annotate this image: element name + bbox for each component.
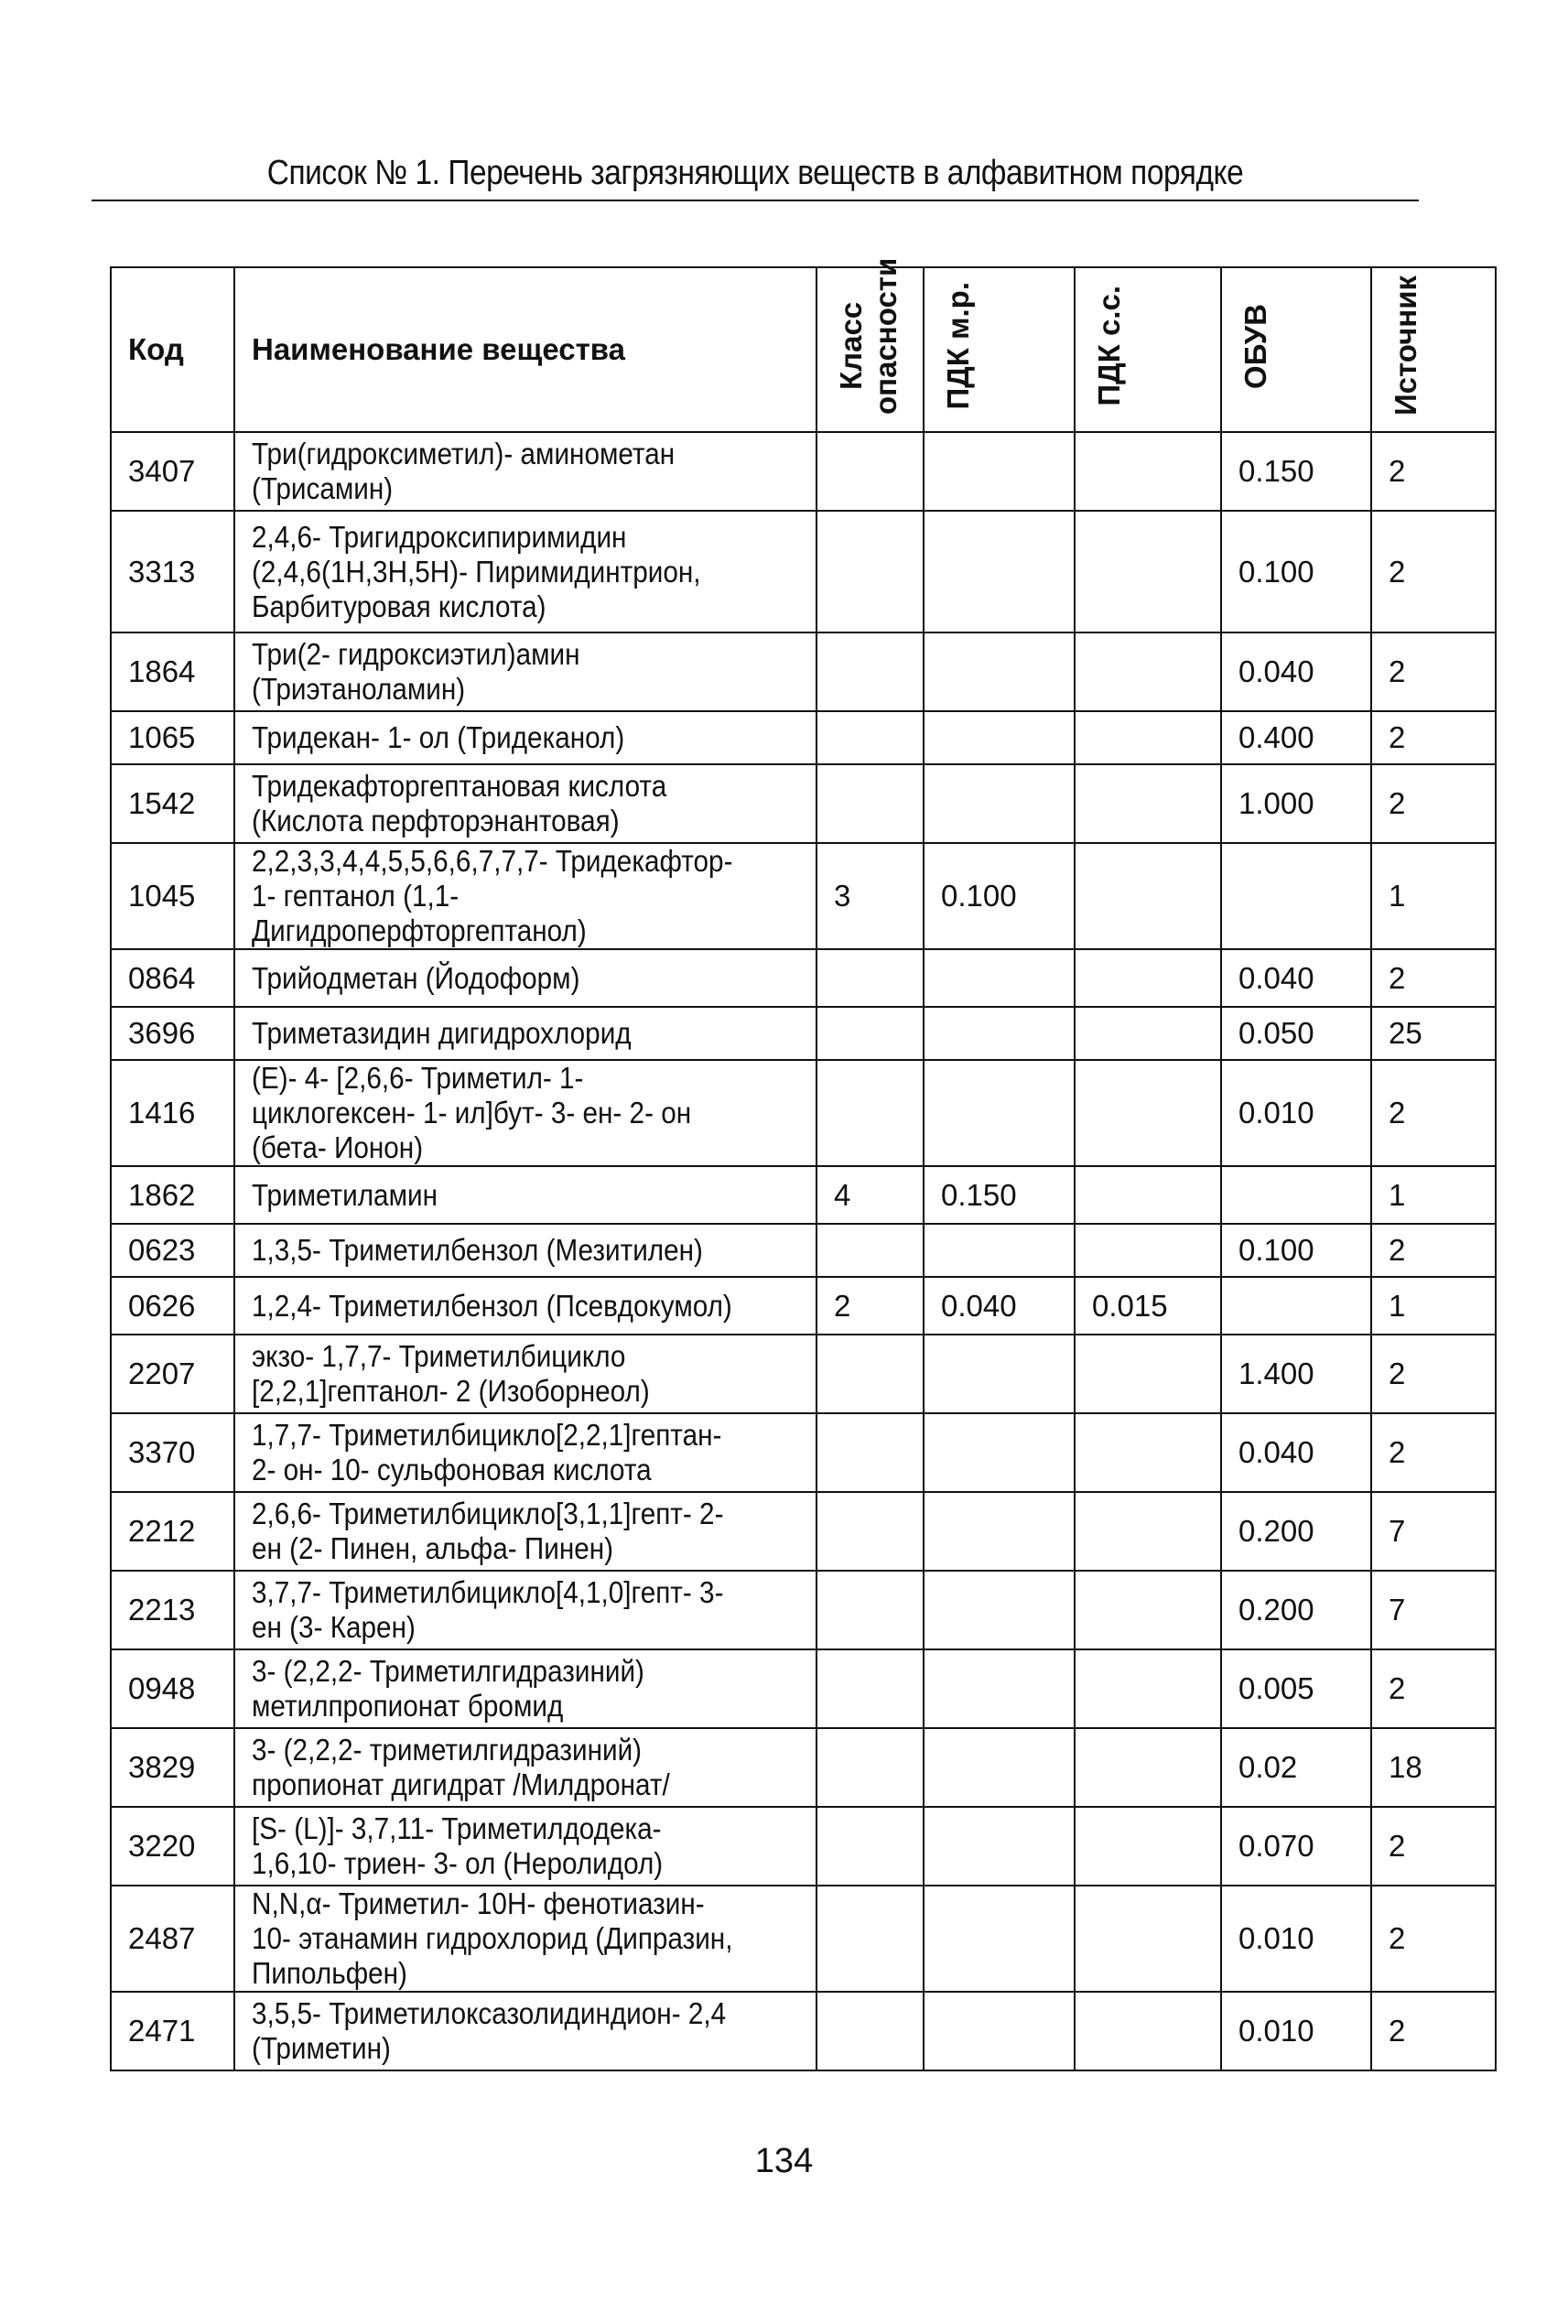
cell-obuv: 0.200	[1221, 1571, 1371, 1649]
cell-code: 3220	[111, 1807, 234, 1886]
table-row	[111, 432, 1496, 511]
cell-code: 2213	[111, 1571, 234, 1649]
cell-pdk-ss	[1075, 1224, 1221, 1277]
substance-name: 3- (2,2,2- триметилгидразиний) пропионат дигидрат /Милдронат/	[252, 1733, 670, 1801]
cell-pdk-mr	[924, 1992, 1075, 2070]
table-row	[111, 1413, 1496, 1492]
cell-obuv: 0.070	[1221, 1807, 1371, 1886]
cell-pdk-ss	[1075, 1571, 1221, 1649]
substance-name: Тридекафторгептановая кислота (Кислота перфторэнантовая)	[252, 769, 667, 838]
column-header-source-label: Источник	[1389, 276, 1422, 416]
cell-pdk-mr	[924, 1728, 1075, 1807]
cell-source: 1	[1371, 843, 1496, 949]
cell-pdk-ss	[1075, 1335, 1221, 1413]
substance-name: 2,6,6- Триметилбицикло[3,1,1]гепт- 2- ен (2- Пинен, альфа- Пинен)	[252, 1497, 724, 1565]
table-row	[111, 1224, 1496, 1277]
table-row	[111, 764, 1496, 843]
cell-obuv: 0.02	[1221, 1728, 1371, 1807]
cell-hazard-class	[816, 1007, 924, 1060]
substance-name: 2,2,3,3,4,4,5,5,6,6,7,7,7- Тридекафтор- 1- гептанол (1,1- Дигидроперфторгептанол)	[252, 844, 733, 947]
cell-hazard-class	[816, 1728, 924, 1807]
cell-name	[234, 1060, 816, 1166]
cell-source: 2	[1371, 1335, 1496, 1413]
cell-pdk-mr	[924, 1335, 1075, 1413]
cell-code: 0626	[111, 1277, 234, 1335]
cell-obuv: 0.100	[1221, 511, 1371, 632]
table-row	[111, 1807, 1496, 1886]
substance-name: Триметиламин	[252, 1177, 438, 1212]
column-header-hazard-class-label: Класс опасности	[834, 257, 903, 415]
cell-obuv: 0.100	[1221, 1224, 1371, 1277]
cell-code: 1864	[111, 632, 234, 711]
cell-hazard-class	[816, 432, 924, 511]
cell-pdk-ss	[1075, 511, 1221, 632]
substance-name: 3- (2,2,2- Триметилгидразиний) метилпропионат бромид	[252, 1654, 644, 1723]
cell-obuv: 0.040	[1221, 1413, 1371, 1492]
cell-source: 1	[1371, 1277, 1496, 1335]
table-row	[111, 511, 1496, 632]
cell-pdk-ss	[1075, 432, 1221, 511]
cell-obuv: 0.040	[1221, 632, 1371, 711]
cell-pdk-ss	[1075, 843, 1221, 949]
table-row	[111, 632, 1496, 711]
cell-pdk-mr	[924, 1413, 1075, 1492]
cell-pdk-mr	[924, 632, 1075, 711]
cell-pdk-ss	[1075, 1886, 1221, 1992]
cell-obuv	[1221, 1277, 1371, 1335]
substance-name: 1,7,7- Триметилбицикло[2,2,1]гептан- 2- он- 10- сульфоновая кислота	[252, 1418, 722, 1486]
cell-source: 25	[1371, 1007, 1496, 1060]
column-header-pdk-ss-label: ПДК с.с.	[1092, 286, 1126, 406]
cell-obuv: 0.050	[1221, 1007, 1371, 1060]
cell-source: 1	[1371, 1166, 1496, 1224]
substance-name: (Е)- 4- [2,6,6- Триметил- 1- циклогексен- 1- ил]бут- 3- ен- 2- он (бета- Ионон)	[252, 1061, 692, 1164]
cell-pdk-ss	[1075, 949, 1221, 1007]
table-row	[111, 711, 1496, 764]
header-divider	[92, 200, 1419, 201]
cell-source: 2	[1371, 949, 1496, 1007]
table-header-row	[111, 267, 1496, 432]
cell-obuv: 0.200	[1221, 1492, 1371, 1571]
page-number: 134	[754, 2142, 814, 2180]
cell-hazard-class	[816, 1335, 924, 1413]
table-row	[111, 1335, 1496, 1413]
substance-name: Триметазидин дигидрохлорид	[252, 1016, 632, 1050]
cell-pdk-ss	[1075, 1166, 1221, 1224]
substance-name: 1,3,5- Триметилбензол (Мезитилен)	[252, 1233, 703, 1267]
cell-name	[234, 1224, 816, 1277]
cell-obuv: 0.400	[1221, 711, 1371, 764]
table-row	[111, 1728, 1496, 1807]
table-row	[111, 1277, 1496, 1335]
cell-pdk-mr	[924, 432, 1075, 511]
cell-obuv	[1221, 843, 1371, 949]
cell-hazard-class	[816, 1886, 924, 1992]
cell-code: 2471	[111, 1992, 234, 2070]
cell-hazard-class	[816, 511, 924, 632]
cell-code: 2207	[111, 1335, 234, 1413]
substance-name: [S- (L)]- 3,7,11- Триметилдодека- 1,6,10- триен- 3- ол (Неролидол)	[252, 1811, 664, 1880]
substance-name: Тридекан- 1- ол (Тридеканол)	[252, 720, 625, 754]
cell-source: 7	[1371, 1571, 1496, 1649]
cell-code: 3829	[111, 1728, 234, 1807]
cell-pdk-mr: 0.100	[924, 843, 1075, 949]
cell-name	[234, 764, 816, 843]
cell-source: 2	[1371, 511, 1496, 632]
cell-hazard-class	[816, 1413, 924, 1492]
column-header-hazard-class	[816, 257, 924, 432]
cell-code: 1065	[111, 711, 234, 764]
cell-pdk-ss	[1075, 632, 1221, 711]
cell-source: 2	[1371, 1807, 1496, 1886]
cell-code: 1542	[111, 764, 234, 843]
cell-name	[234, 1492, 816, 1571]
cell-pdk-ss	[1075, 1807, 1221, 1886]
substance-name: 3,7,7- Триметилбицикло[4,1,0]гепт- 3- ен (3- Карен)	[252, 1575, 724, 1644]
cell-obuv: 1.400	[1221, 1335, 1371, 1413]
cell-code: 0864	[111, 949, 234, 1007]
cell-hazard-class	[816, 1571, 924, 1649]
cell-name	[234, 1992, 816, 2070]
cell-name	[234, 1886, 816, 1992]
substance-name: Три(гидроксиметил)- аминометан (Трисамин)	[252, 437, 676, 505]
cell-name	[234, 949, 816, 1007]
cell-code: 2212	[111, 1492, 234, 1571]
cell-hazard-class	[816, 1649, 924, 1728]
cell-name	[234, 632, 816, 711]
column-header-pdk-mr-label: ПДК м.р.	[941, 282, 975, 410]
cell-code: 3370	[111, 1413, 234, 1492]
cell-pdk-ss: 0.015	[1075, 1277, 1221, 1335]
table-row	[111, 843, 1496, 949]
table-row	[111, 1492, 1496, 1571]
cell-obuv: 0.010	[1221, 1886, 1371, 1992]
cell-source: 2	[1371, 1060, 1496, 1166]
cell-hazard-class	[816, 1060, 924, 1166]
column-header-obuv	[1221, 267, 1371, 432]
cell-name	[234, 511, 816, 632]
cell-pdk-mr	[924, 511, 1075, 632]
cell-hazard-class	[816, 1807, 924, 1886]
cell-pdk-mr	[924, 1060, 1075, 1166]
cell-hazard-class	[816, 764, 924, 843]
cell-source: 2	[1371, 432, 1496, 511]
cell-obuv: 0.010	[1221, 1992, 1371, 2070]
cell-pdk-mr	[924, 711, 1075, 764]
cell-code: 2487	[111, 1886, 234, 1992]
cell-name	[234, 1649, 816, 1728]
cell-hazard-class	[816, 632, 924, 711]
cell-pdk-ss	[1075, 1649, 1221, 1728]
cell-source: 18	[1371, 1728, 1496, 1807]
table-row	[111, 1571, 1496, 1649]
cell-hazard-class: 2	[816, 1277, 924, 1335]
cell-pdk-mr	[924, 949, 1075, 1007]
cell-pdk-mr	[924, 1807, 1075, 1886]
cell-code: 0948	[111, 1649, 234, 1728]
cell-pdk-mr	[924, 1649, 1075, 1728]
cell-source: 2	[1371, 1886, 1496, 1992]
column-header-obuv-label: ОБУВ	[1238, 303, 1272, 389]
cell-hazard-class	[816, 711, 924, 764]
cell-name	[234, 1571, 816, 1649]
table-row	[111, 1649, 1496, 1728]
table-row	[111, 1992, 1496, 2070]
cell-pdk-mr: 0.040	[924, 1277, 1075, 1335]
table-row	[111, 1886, 1496, 1992]
cell-pdk-ss	[1075, 764, 1221, 843]
cell-name	[234, 711, 816, 764]
cell-name	[234, 1728, 816, 1807]
cell-name	[234, 1277, 816, 1335]
cell-code: 3407	[111, 432, 234, 511]
cell-name	[234, 1807, 816, 1886]
cell-hazard-class	[816, 1492, 924, 1571]
column-header-source	[1371, 267, 1496, 432]
cell-code: 1862	[111, 1166, 234, 1224]
cell-pdk-ss	[1075, 1007, 1221, 1060]
cell-name	[234, 843, 816, 949]
cell-pdk-mr	[924, 1224, 1075, 1277]
cell-code: 0623	[111, 1224, 234, 1277]
cell-pdk-mr	[924, 1007, 1075, 1060]
substance-name: 3,5,5- Триметилоксазолидиндион- 2,4 (Триметин)	[252, 1996, 727, 2065]
cell-pdk-mr: 0.150	[924, 1166, 1075, 1224]
cell-obuv: 0.005	[1221, 1649, 1371, 1728]
cell-hazard-class	[816, 1224, 924, 1277]
column-header-pdk-mr	[924, 267, 1075, 432]
column-header-code: Код	[111, 267, 234, 432]
table-row	[111, 1007, 1496, 1060]
cell-pdk-mr	[924, 764, 1075, 843]
cell-source: 2	[1371, 1992, 1496, 2070]
column-header-name: Наименование вещества	[234, 267, 816, 432]
cell-name	[234, 1007, 816, 1060]
cell-source: 7	[1371, 1492, 1496, 1571]
table-row	[111, 1060, 1496, 1166]
cell-code: 3313	[111, 511, 234, 632]
cell-hazard-class	[816, 1992, 924, 2070]
cell-obuv	[1221, 1166, 1371, 1224]
cell-obuv: 0.040	[1221, 949, 1371, 1007]
cell-name	[234, 1166, 816, 1224]
column-header-pdk-ss	[1075, 267, 1221, 432]
substance-name: 1,2,4- Триметилбензол (Псевдокумол)	[252, 1288, 732, 1323]
cell-source: 2	[1371, 1224, 1496, 1277]
cell-source: 2	[1371, 1413, 1496, 1492]
cell-source: 2	[1371, 632, 1496, 711]
cell-hazard-class: 3	[816, 843, 924, 949]
cell-pdk-ss	[1075, 1060, 1221, 1166]
cell-pdk-ss	[1075, 1492, 1221, 1571]
cell-pdk-mr	[924, 1571, 1075, 1649]
cell-source: 2	[1371, 711, 1496, 764]
substances-table	[110, 257, 1497, 2071]
cell-name	[234, 432, 816, 511]
table-body	[111, 432, 1496, 2070]
table-row	[111, 1166, 1496, 1224]
cell-pdk-ss	[1075, 711, 1221, 764]
cell-hazard-class	[816, 949, 924, 1007]
substance-name: экзо- 1,7,7- Триметилбицикло [2,2,1]гептанол- 2 (Изоборнеол)	[252, 1339, 650, 1408]
cell-obuv: 0.010	[1221, 1060, 1371, 1166]
cell-pdk-ss	[1075, 1992, 1221, 2070]
cell-name	[234, 1413, 816, 1492]
cell-code: 3696	[111, 1007, 234, 1060]
page-title: Список № 1. Перечень загрязняющих веществ в алфавитном порядке	[266, 154, 1244, 192]
cell-name	[234, 1335, 816, 1413]
cell-hazard-class: 4	[816, 1166, 924, 1224]
cell-obuv: 1.000	[1221, 764, 1371, 843]
substance-name: 2,4,6- Тригидроксипиримидин (2,4,6(1Н,3Н,5Н)- Пиримидинтрион, Барбитуровая кислота)	[252, 519, 701, 623]
cell-pdk-ss	[1075, 1728, 1221, 1807]
cell-source: 2	[1371, 1649, 1496, 1728]
substance-name: Трийодметан (Йодоформ)	[252, 960, 580, 995]
cell-source: 2	[1371, 764, 1496, 843]
cell-code: 1416	[111, 1060, 234, 1166]
cell-pdk-mr	[924, 1492, 1075, 1571]
substance-name: Три(2- гидроксиэтил)амин (Триэтаноламин)	[252, 637, 580, 706]
cell-pdk-ss	[1075, 1413, 1221, 1492]
substance-name: N,N,α- Триметил- 10Н- фенотиазин- 10- этанамин гидрохлорид (Дипразин, Пипольфен)	[252, 1886, 733, 1990]
table-row	[111, 949, 1496, 1007]
cell-code: 1045	[111, 843, 234, 949]
cell-obuv: 0.150	[1221, 432, 1371, 511]
cell-pdk-mr	[924, 1886, 1075, 1992]
